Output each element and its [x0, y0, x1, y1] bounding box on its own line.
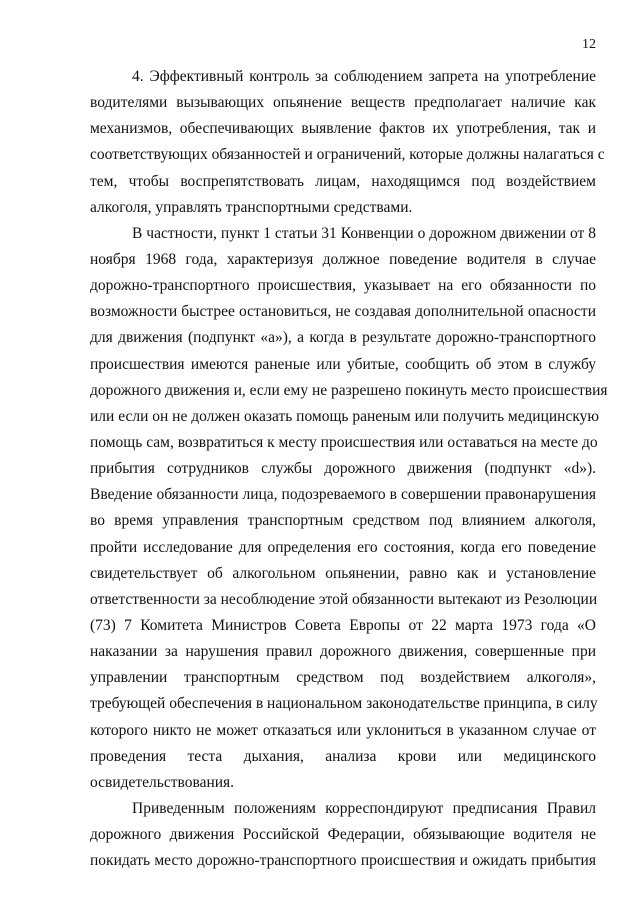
- page-number: 12: [582, 37, 596, 52]
- text-line: которого никто не может отказаться или уклониться в указанном случае от: [90, 721, 596, 739]
- text-line: 4. Эффективный контроль за соблюдением запрета на употребление: [132, 68, 596, 85]
- text-line: Приведенным положениям корреспондируют предписания Правил: [132, 799, 596, 817]
- text-line: ноября 1968 года, характеризуя должное поведение водителя в случае: [90, 250, 596, 268]
- text-line: ответственности за несоблюдение этой обязанности вытекают из Резолюции: [90, 590, 598, 608]
- text-line: тем, чтобы воспрепятствовать лицам, находящимся под воздействием: [90, 172, 596, 190]
- paragraph: [90, 221, 608, 796]
- text-line: (73) 7 Комитета Министров Совета Европы от 22 марта 1973 года «О: [90, 616, 596, 634]
- text-line: возможности быстрее остановиться, не создавая дополнительной опасности: [90, 303, 596, 321]
- text-line: дорожно-транспортного происшествия, указывает на его обязанности по: [90, 277, 596, 295]
- document-body: [90, 64, 608, 874]
- text-line: водителями вызывающих опьянение веществ предполагает наличие как: [90, 94, 596, 112]
- text-line: В частности, пункт 1 статьи 31 Конвенции о дорожном движении от 8: [132, 224, 596, 242]
- paragraph: [90, 796, 596, 874]
- text-line: проведения теста дыхания, анализа крови или медицинского: [90, 747, 596, 765]
- text-line: освидетельствования.: [90, 773, 235, 791]
- text-line: происшествия имеются раненые или убитые, сообщить об этом в службу: [90, 355, 596, 373]
- text-line: дорожного движения Российской Федерации, обязывающие водителя не: [90, 826, 596, 844]
- text-line: во время управления транспортным средством под влиянием алкоголя,: [90, 512, 596, 530]
- text-line: алкоголя, управлять транспортными средствами.: [90, 198, 413, 216]
- text-line: для движения (подпункт «а»), а когда в результате дорожно-транспортного: [90, 329, 596, 347]
- text-line: наказании за нарушения правил дорожного движения, совершенные при: [90, 643, 596, 661]
- text-line: помощь сам, возвратиться к месту происшествия или оставаться на месте до: [90, 433, 598, 451]
- text-line: требующей обеспечения в национальном законодательстве принципа, в силу: [90, 695, 598, 713]
- paragraph: [90, 64, 605, 221]
- text-line: Введение обязанности лица, подозреваемого в совершении правонарушения: [90, 486, 596, 504]
- text-line: управлении транспортным средством под воздействием алкоголя»,: [90, 669, 596, 687]
- text-line: свидетельствует об алкогольном опьянении, равно как и установление: [90, 564, 596, 582]
- text-line: пройти исследование для определения его состояния, когда его поведение: [90, 538, 596, 556]
- text-line: соответствующих обязанностей и ограничений, которые должны налагаться с: [90, 146, 605, 164]
- text-line: прибытия сотрудников службы дорожного движения (подпункт «d»).: [90, 460, 596, 478]
- text-line: или если он не должен оказать помощь раненым или получить медицинскую: [90, 407, 599, 425]
- text-line: механизмов, обеспечивающих выявление фактов их употребления, так и: [90, 120, 596, 138]
- text-line: покидать место дорожно-транспортного происшествия и ожидать прибытия: [90, 852, 596, 870]
- text-line: дорожного движения и, если ему не разрешено покинуть место происшествия: [90, 381, 608, 399]
